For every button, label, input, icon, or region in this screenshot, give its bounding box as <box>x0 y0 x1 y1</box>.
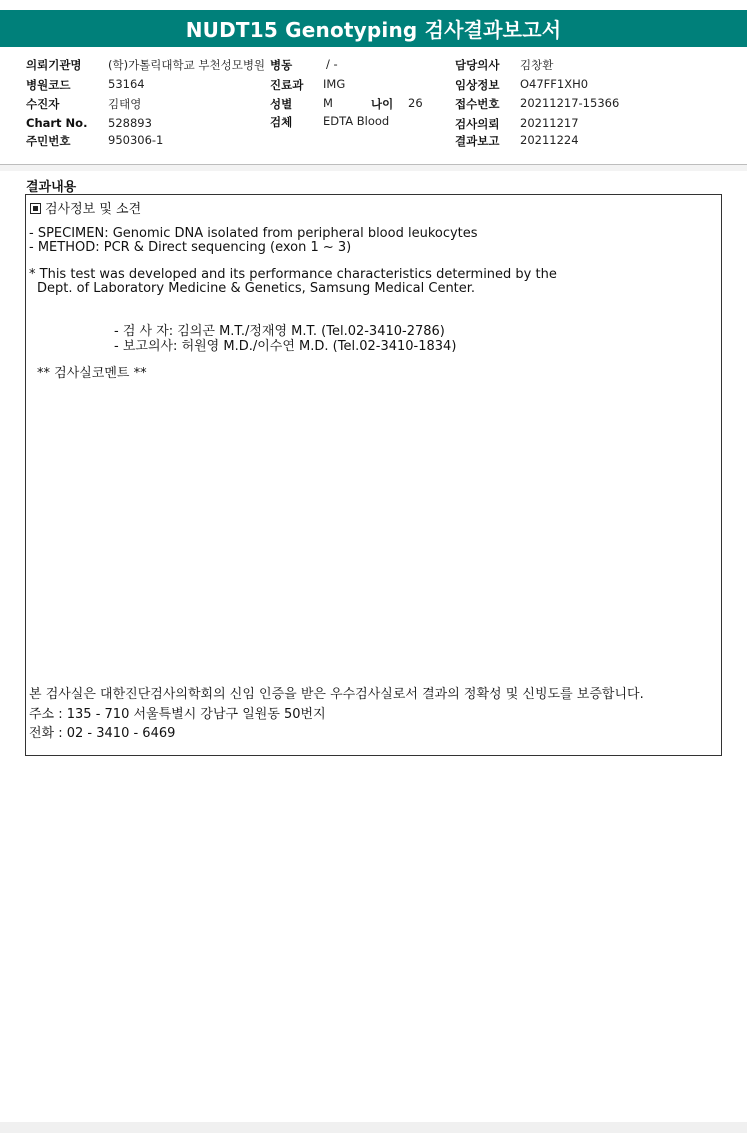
address-line: 주소 : 135 - 710 서울특별시 강남구 일원동 50번지 <box>29 707 326 722</box>
institution-label: 의뢰기관명 <box>26 58 82 72</box>
sex-label: 성별 <box>270 97 293 111</box>
square-bullet-icon <box>30 203 41 214</box>
chart-no-value: 528893 <box>108 116 152 130</box>
request-date-value: 20211217 <box>520 116 579 130</box>
note-line-1: * This test was developed and its performance characteristics determined by the <box>29 267 557 282</box>
clinical-info-label: 임상정보 <box>455 78 500 92</box>
sex-value: M <box>323 96 333 110</box>
age-value: 26 <box>408 96 423 110</box>
examiner-line: - 검 사 자: 김의곤 M.T./정재영 M.T. (Tel.02-3410-2786) <box>114 324 445 339</box>
doctor-value: 김창환 <box>520 58 554 72</box>
ward-value: / - <box>326 57 338 71</box>
collector-label: 수진자 <box>26 97 60 111</box>
lab-comment-heading: ** 검사실코멘트 ** <box>37 366 147 381</box>
results-box <box>25 194 722 756</box>
report-title: NUDT15 Genotyping 검사결과보고서 <box>0 10 747 47</box>
resident-no-label: 주민번호 <box>26 134 71 148</box>
section-divider <box>0 164 747 171</box>
age-label: 나이 <box>371 97 394 111</box>
phone-line: 전화 : 02 - 3410 - 6469 <box>29 726 176 741</box>
specimen-label: 검체 <box>270 115 293 129</box>
bottom-strip <box>0 1122 747 1133</box>
specimen-value: EDTA Blood <box>323 114 390 128</box>
receipt-no-label: 접수번호 <box>455 97 500 111</box>
department-value: IMG <box>323 77 346 91</box>
receipt-no-value: 20211217-15366 <box>520 96 620 110</box>
institution-value: (학)가톨릭대학교 부천성모병원 <box>108 58 266 72</box>
clinical-info-value: O47FF1XH0 <box>520 77 589 91</box>
hospital-code-label: 병원코드 <box>26 78 71 92</box>
collector-value: 김태영 <box>108 97 142 111</box>
method-line: - METHOD: PCR & Direct sequencing (exon 1 ~ 3) <box>29 240 352 255</box>
ward-label: 병동 <box>270 58 293 72</box>
request-date-label: 검사의뢰 <box>455 117 500 131</box>
report-date-label: 결과보고 <box>455 134 500 148</box>
resident-no-value: 950306-1 <box>108 133 164 147</box>
results-subheading-row <box>30 198 141 217</box>
doctor-label: 담당의사 <box>455 58 500 72</box>
chart-no-label: Chart No. <box>26 116 88 130</box>
report-date-value: 20211224 <box>520 133 579 147</box>
certification-line: 본 검사실은 대한진단검사의학회의 신임 인증을 받은 우수검사실로서 결과의 정확성 및 신빙도를 보증합니다. <box>29 687 644 702</box>
department-label: 진료과 <box>270 78 304 92</box>
hospital-code-value: 53164 <box>108 77 145 91</box>
patient-info-panel <box>0 48 747 164</box>
note-line-2: Dept. of Laboratory Medicine & Genetics, Samsung Medical Center. <box>37 281 476 296</box>
reporter-line: - 보고의사: 허원영 M.D./이수연 M.D. (Tel.02-3410-1834) <box>114 339 457 354</box>
specimen-line: - SPECIMEN: Genomic DNA isolated from peripheral blood leukocytes <box>29 226 478 241</box>
results-subheading: 검사정보 및 소견 <box>45 202 142 217</box>
results-section-title: 결과내용 <box>26 180 77 195</box>
